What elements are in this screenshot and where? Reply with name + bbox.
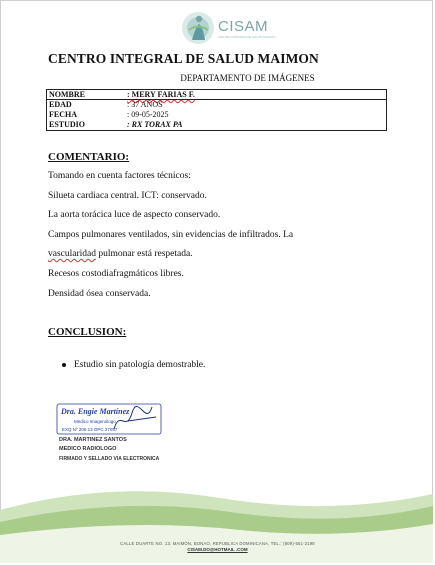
stamp-title-text: Medico Imagenólogo	[74, 419, 116, 424]
patient-age-row	[49, 100, 163, 109]
comentario-line: Recesos costodiafragmáticos libres.	[48, 269, 184, 279]
spellcheck-word: vascularidad	[48, 249, 97, 259]
patient-date-row	[49, 110, 169, 119]
study-label: ESTUDIO	[49, 120, 86, 129]
cisam-logo	[178, 10, 276, 48]
patient-study-row	[49, 120, 183, 129]
age-value: : 37 AÑOS	[127, 100, 163, 109]
stamp-exequatur-text: EXQ Nº 206 13 OPC 27057	[62, 427, 118, 432]
comentario-line: Densidad ósea conservada.	[48, 289, 151, 299]
stamp-graphic	[56, 403, 166, 437]
signature-stamp	[56, 403, 166, 437]
name-value: : MERY FARIAS F.	[127, 90, 195, 99]
conclusion-item: Estudio sin patología demostrable.	[74, 360, 206, 370]
doctor-name: DRA. MARTINEZ SANTOS	[59, 437, 127, 443]
date-value: : 09-05-2025	[127, 110, 169, 119]
logo-subtext: CENTRO INTEGRAL DE SALUD MAIMON	[218, 35, 276, 39]
footer-address: CALLE DUARTE NO. 13, MAIMÓN, BONAO, REPUBLICA DOMINICANA, TEL.: (809)-551-2198	[120, 541, 315, 546]
comentario-heading: COMENTARIO:	[48, 151, 130, 163]
study-value: : RX TORAX PA	[127, 120, 183, 129]
comentario-line: Campos pulmonares ventilados, sin evidencias de infiltrados. La	[48, 230, 294, 240]
patient-info-box	[46, 89, 387, 131]
logo-text: CISAM	[218, 18, 269, 35]
stamp-name-text: Dra. Engie Martínez	[61, 407, 130, 416]
comentario-line: Silueta cardiaca central. ICT: conservado.	[48, 191, 207, 201]
footer-email-link[interactable]: CISAM.DO@HOTMAIL .COM	[187, 547, 248, 552]
doctor-title: MEDICO RADIOLOGO	[59, 446, 117, 452]
page-title: CENTRO INTEGRAL DE SALUD MAIMON	[48, 51, 319, 66]
comentario-line-rest: pulmonar está respetada.	[96, 249, 193, 259]
conclusion-heading: CONCLUSION:	[48, 326, 127, 338]
name-label: NOMBRE	[49, 90, 85, 99]
comentario-line-wrap	[48, 249, 193, 259]
age-label: EDAD	[49, 100, 72, 109]
comentario-line: La aorta torácica luce de aspecto conservado.	[48, 210, 221, 220]
signed-note: FIRMADO Y SELLADO VIA ELECTRONICA	[59, 456, 160, 462]
logo-figure-icon	[178, 10, 218, 48]
bullet-icon	[62, 363, 66, 367]
patient-name-row	[49, 90, 195, 99]
date-label: FECHA	[49, 110, 77, 119]
comentario-line: Tomando en cuenta factores técnicos:	[48, 171, 191, 181]
department-title: DEPARTAMENTO DE IMÁGENES	[180, 73, 315, 83]
